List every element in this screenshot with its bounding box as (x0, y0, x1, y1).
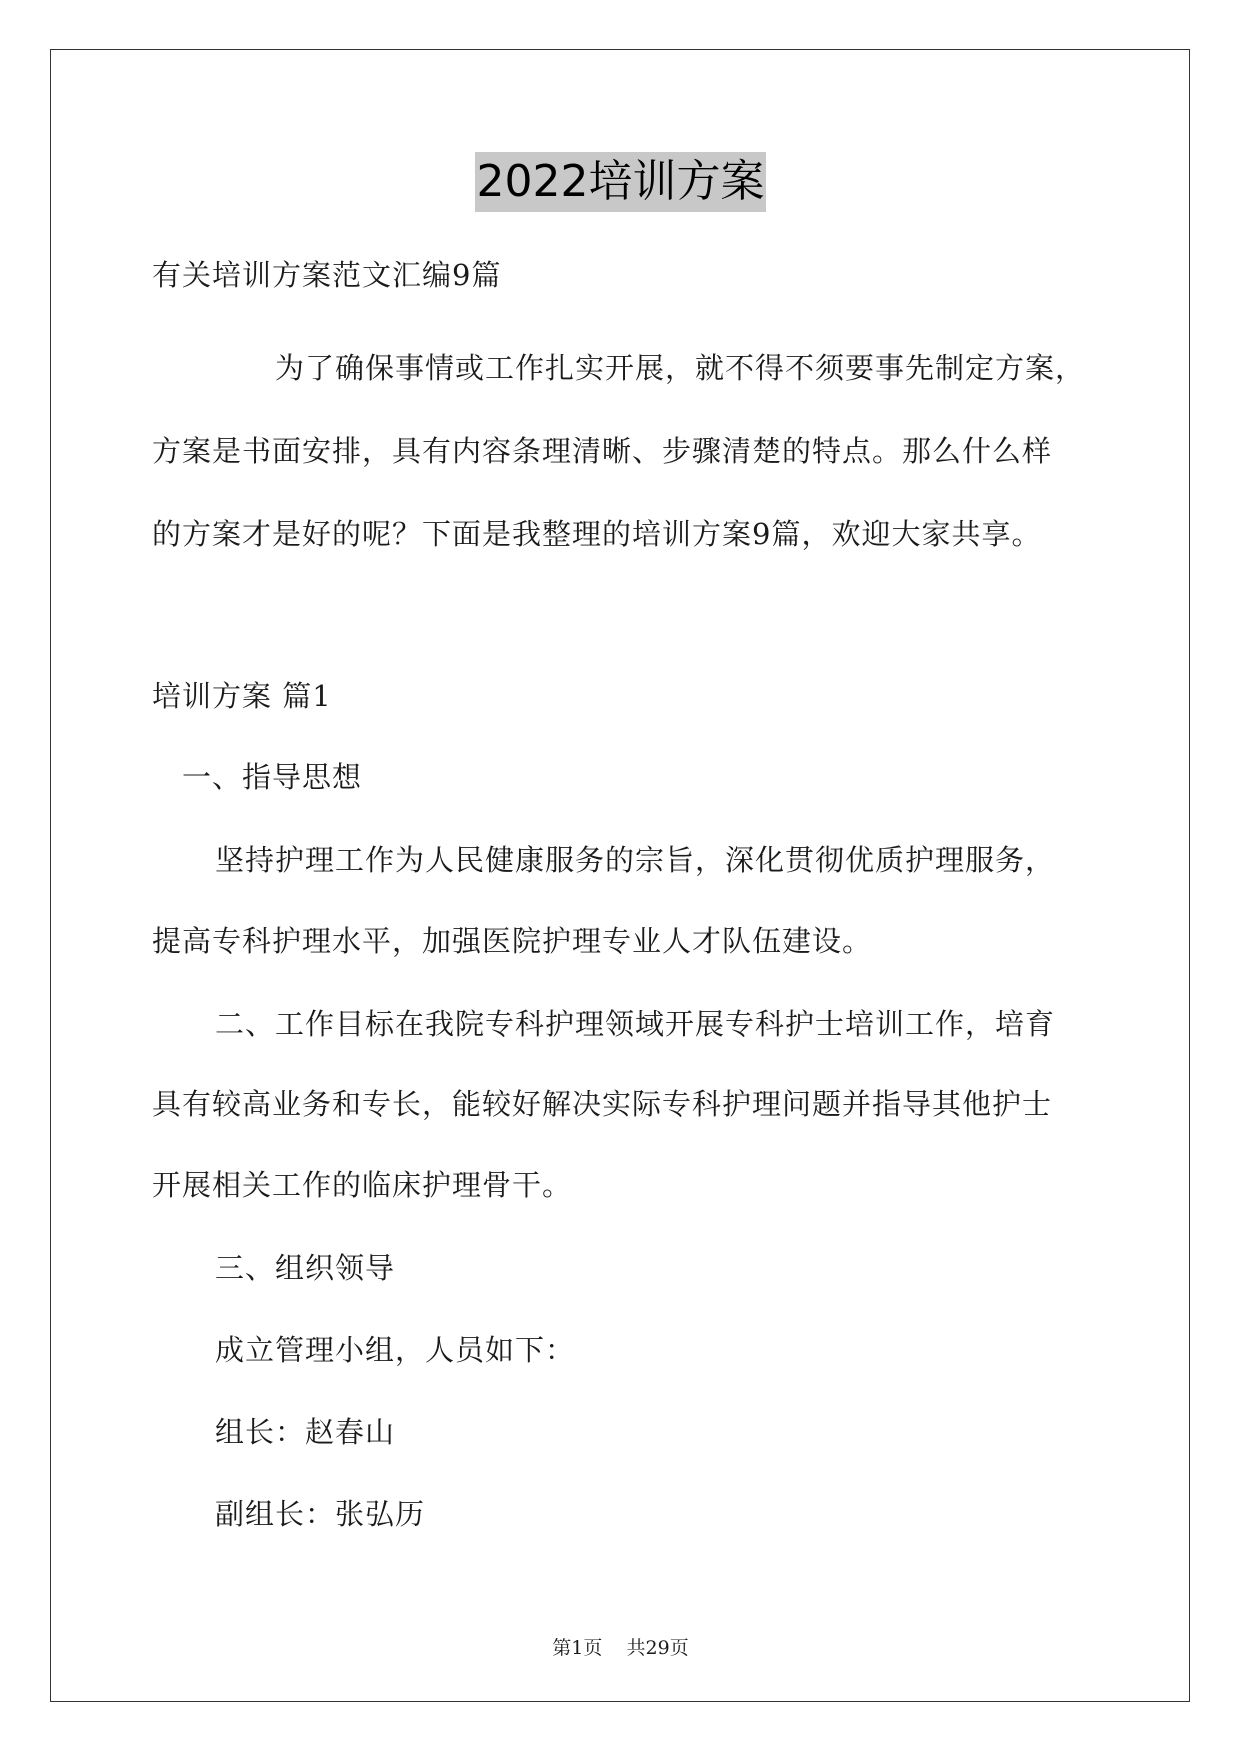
subtitle-line: 有关培训方案范文汇编9篇 (152, 258, 502, 292)
page-number: 第1页 (552, 1637, 603, 1659)
paragraph-2-line-3: 开展相关工作的临床护理骨干。 (152, 1168, 573, 1202)
paragraph-2-line-1: 二、工作目标在我院专科护理领域开展专科护士培训工作，培育 (215, 1007, 1056, 1041)
heading-guiding-ideology: 一、指导思想 (182, 760, 363, 794)
page-footer (0, 1635, 1241, 1661)
intro-paragraph-line-2: 方案是书面安排，具有内容条理清晰、步骤清楚的特点。那么什么样 (152, 434, 1053, 468)
total-pages: 共29页 (626, 1637, 689, 1659)
heading-organization: 三、组织领导 (215, 1251, 396, 1285)
paragraph-2-line-2: 具有较高业务和专长，能较好解决实际专科护理问题并指导其他护士 (152, 1087, 1053, 1121)
paragraph-1-line-1: 坚持护理工作为人民健康服务的宗旨，深化贯彻优质护理服务， (215, 843, 1056, 877)
section-heading: 培训方案 篇1 (152, 679, 332, 713)
deputy-leader-line: 副组长：张弘历 (215, 1497, 426, 1531)
group-leader-line: 组长：赵春山 (215, 1415, 396, 1449)
intro-paragraph-line-1: 为了确保事情或工作扎实开展，就不得不须要事先制定方案， (275, 351, 1086, 385)
document-title: 2022培训方案 (475, 152, 767, 212)
title-container (0, 152, 1241, 212)
group-intro-line: 成立管理小组，人员如下： (215, 1333, 576, 1367)
intro-paragraph-line-3: 的方案才是好的呢？下面是我整理的培训方案9篇，欢迎大家共享。 (152, 517, 1042, 551)
paragraph-1-line-2: 提高专科护理水平，加强医院护理专业人才队伍建设。 (152, 924, 873, 958)
